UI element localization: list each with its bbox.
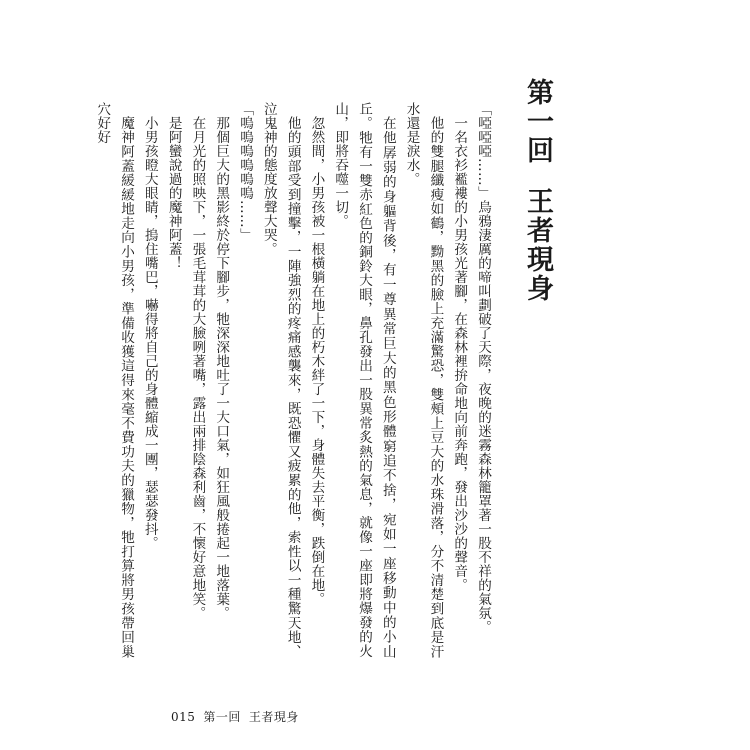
paragraph: 是阿蠻說過的魔神阿蓋！ xyxy=(165,115,182,270)
paragraph: 他的頭部受到撞擊，一陣強烈的疼痛感襲來，既恐懼又疲累的他，索性以一種驚天地、泣鬼神的態度放聲大哭。 xyxy=(260,102,301,658)
paragraph: 他的雙腿纖瘦如鶴，黝黑的臉上充滿驚恐，雙頰上豆大的水珠滑落，分不清楚到底是汗水還是淚水。 xyxy=(403,102,444,658)
body-text xyxy=(89,102,494,658)
paragraph: 那個巨大的黑影終於停下腳步，牠深深地吐了一大口氣，如狂風般捲起一地落葉。 xyxy=(213,115,230,620)
footer-chapter-name: 王者現身 xyxy=(248,710,299,724)
paragraph: 魔神阿蓋緩緩地走向小男孩，準備收獲這得來毫不費功夫的獵物，牠打算將男孩帶回巢穴好好 xyxy=(94,102,135,658)
page-footer xyxy=(171,708,307,725)
paragraph: 在月光的照映下，一張毛茸茸的大臉咧著嘴，露出兩排陰森利齒，不懷好意地笑。 xyxy=(189,115,206,620)
footer-chapter-label: 第一回 xyxy=(203,710,241,724)
paragraph: 一名衣衫襤褸的小男孩光著腳，在森林裡拚命地向前奔跑，發出沙沙的聲音。 xyxy=(451,115,468,592)
chapter-name: 王者現身 xyxy=(522,187,553,303)
paragraph: 「嗚嗚嗚嗚嗚嗚……」 xyxy=(237,102,254,242)
paragraph: 小男孩瞪大眼睛，摀住嘴巴，嚇得將自己的身體縮成一團，瑟瑟發抖。 xyxy=(141,115,158,550)
chapter-title xyxy=(524,78,551,303)
paragraph: 「啞啞啞……」烏鴉淒厲的啼叫劃破了天際，夜晚的迷霧森林籠罩著一股不祥的氣氛。 xyxy=(475,102,491,634)
paragraph: 忽然間，小男孩被一根橫躺在地上的朽木絆了一下，身體失去平衡，跌倒在地。 xyxy=(308,115,325,606)
chapter-number: 第一回 xyxy=(522,78,553,165)
page-number: 015 xyxy=(171,710,196,724)
paragraph: 在他孱弱的身軀背後，有一尊異常巨大的黑色形體窮追不捨，宛如一座移動中的小山丘。牠有一雙赤紅色的銅鈴大眼，鼻孔發出一股異常炙熱的氣息，就像一座即將爆發的火山，即將吞噬一切。 xyxy=(332,102,396,658)
